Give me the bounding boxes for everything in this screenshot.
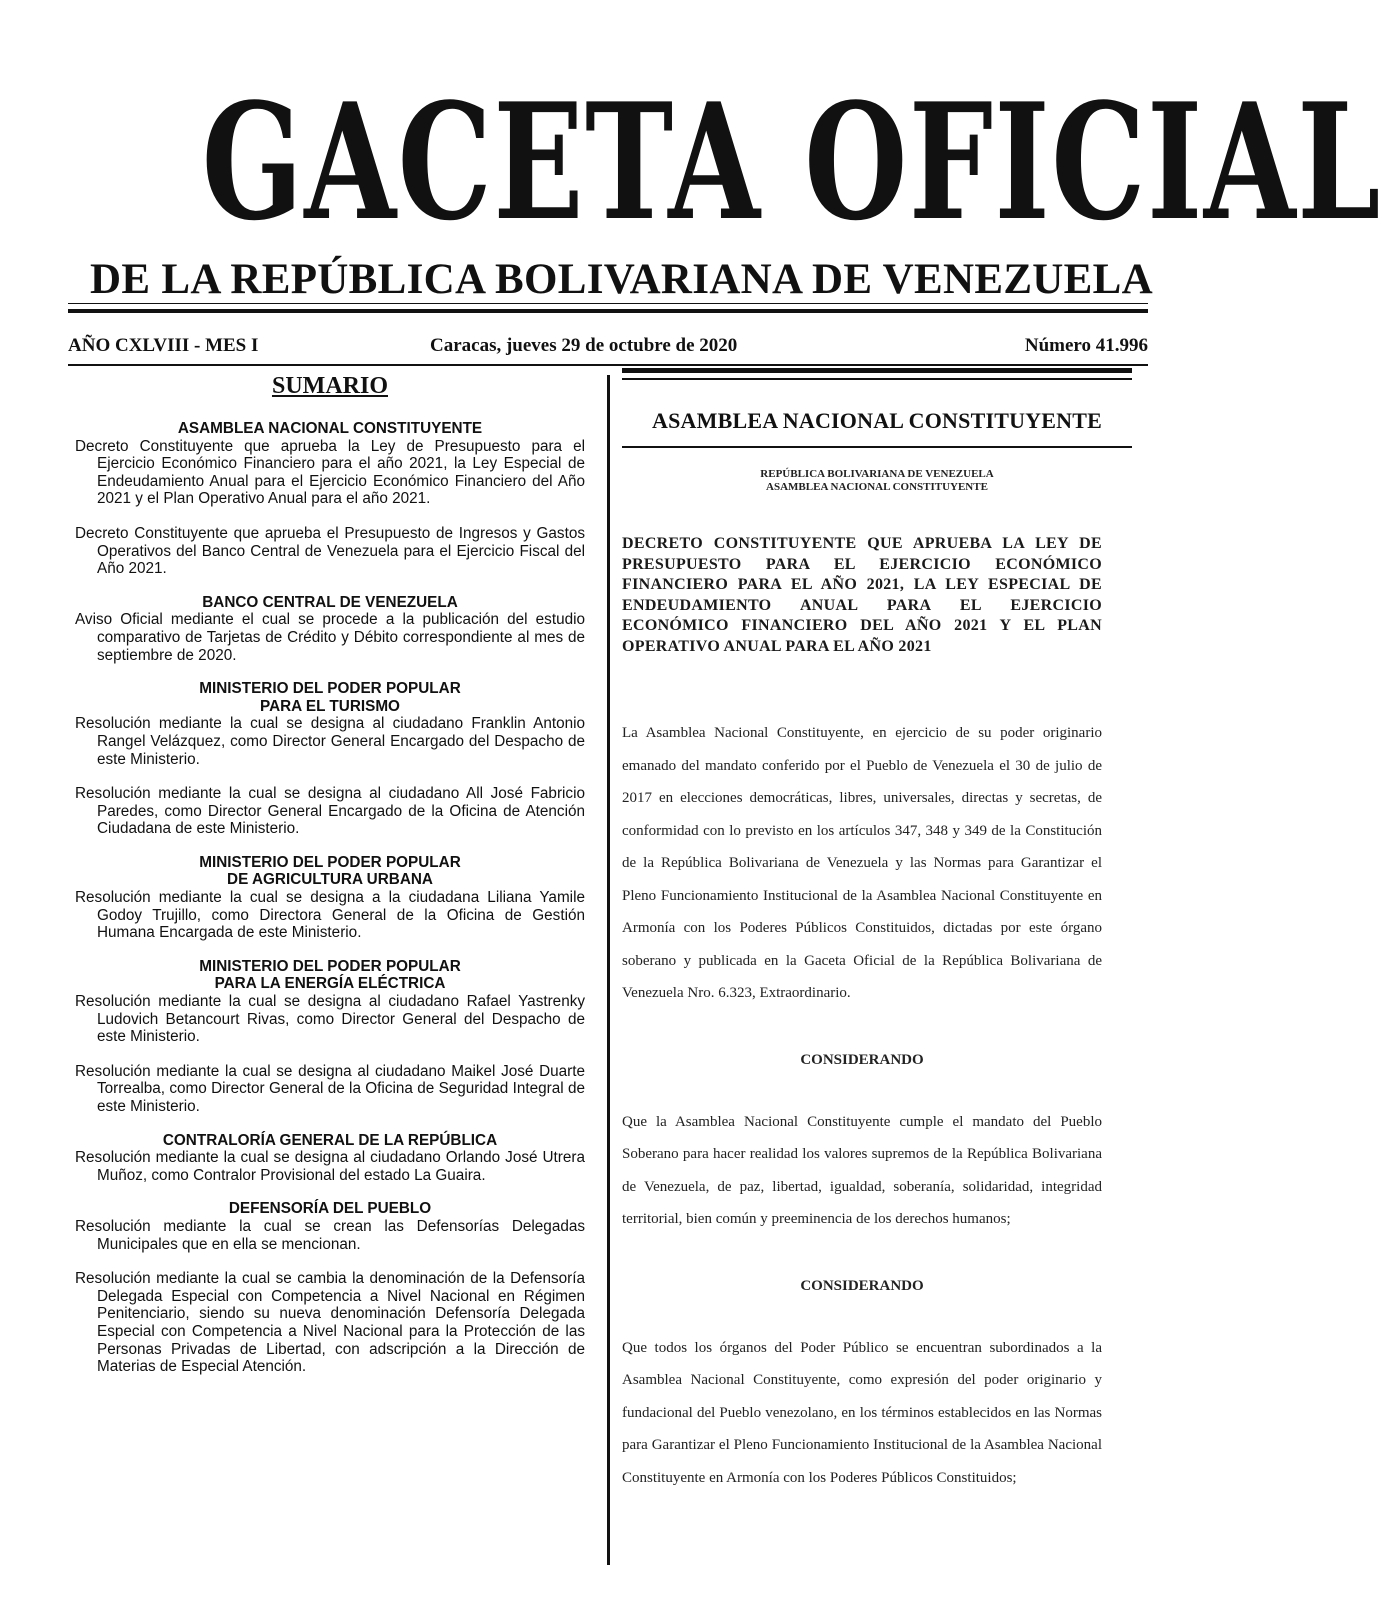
- section-title: MINISTERIO DEL PODER POPULAR: [199, 853, 461, 871]
- sumario-entry: Decreto Constituyente que aprueba el Presupuesto de Ingresos y Gastos Operativos del Banco Central de Venezuela para el Ejercicio Fiscal del Año 2021.: [75, 524, 585, 578]
- sumario-title: SUMARIO: [271, 373, 388, 399]
- sumario-section: [75, 594, 585, 664]
- year-month: AÑO CXLVIII - MES I: [68, 335, 259, 356]
- dateline-rule: [68, 364, 1148, 366]
- sumario-entry: Resolución mediante la cual se designa al ciudadano Franklin Antonio Rangel Velázquez, como Director General Encargado del Despacho de este Ministerio.: [75, 715, 585, 768]
- section-title: DEFENSORÍA DEL PUEBLO: [228, 1200, 432, 1218]
- decree-intro: La Asamblea Nacional Constituyente, en ejercicio de su poder originario emanado del mandato conferido por el Pueblo de Venezuela el 30 de julio de 2017 en elecciones democráticas, libres, universales, directas y secretas, de conformidad con lo previsto en los artículos 347, 348 y 349 de la Constitución de la República Bolivariana de Venezuela y las Normas para Garantizar el Pleno Funcionamiento Institucional de la Asamblea Nacional Constituyente en Armonía con los Poderes Públicos Constituidos, dictadas por este órgano soberano y publicada en la Gaceta Oficial de la República Bolivariana de Venezuela Nro. 6.323, Extraordinario.: [622, 725, 1102, 1001]
- sumario-section: [75, 420, 585, 578]
- section-title: MINISTERIO DEL PODER POPULAR: [199, 957, 461, 975]
- masthead-rule-thin: [68, 303, 1148, 304]
- heading-bar-thick: [622, 368, 1132, 373]
- place-date: Caracas, jueves 29 de octubre de 2020: [430, 335, 738, 356]
- sumario-section: [75, 854, 585, 942]
- sumario-entry: Decreto Constituyente que aprueba la Ley de Presupuesto para el Ejercicio Económico Financiero para el año 2021, la Ley Especial de Endeudamiento Anual para el Ejercicio Económico Financiero del Año 2021 y el Plan Operativo Anual para el año 2021.: [75, 437, 585, 508]
- sumario-entry: Resolución mediante la cual se designa al ciudadano Maikel José Duarte Torrealba, como Director General de la Oficina de Seguridad Integral de este Ministerio.: [75, 1062, 585, 1115]
- sumario-entry: Resolución mediante la cual se designa al ciudadano All José Fabricio Paredes, como Director General Encargado de la Oficina de Atención Ciudadana de este Ministerio.: [75, 785, 585, 838]
- sumario-section: [75, 1132, 585, 1185]
- sumario-section: [75, 1200, 585, 1375]
- heading-bars: [622, 368, 1142, 390]
- considerando-heading: CONSIDERANDO: [800, 1277, 924, 1294]
- dateline: [68, 331, 1148, 361]
- sumario-entry: Resolución mediante la cual se crean las Defensorías Delegadas Municipales que en ella se mencionan.: [75, 1217, 585, 1253]
- section-title-line2: PARA EL TURISMO: [260, 697, 400, 715]
- section-title: ASAMBLEA NACIONAL CONSTITUYENTE: [177, 420, 483, 437]
- section-title: CONTRALORÍA GENERAL DE LA REPÚBLICA: [162, 1131, 498, 1149]
- decree-title: DECRETO CONSTITUYENTE QUE APRUEBA LA LEY DE PRESUPUESTO PARA EL EJERCICIO ECONÓMICO FINANCIERO PARA EL AÑO 2021, LA LEY ESPECIAL DE ENDEUDAMIENTO ANUAL PARA EL EJERCICIO ECONÓMICO FINANCIERO DEL AÑO 2021 Y EL PLAN OPERATIVO ANUAL PARA EL AÑO 2021: [622, 535, 1102, 655]
- sumario-entry: Resolución mediante la cual se designa al ciudadano Orlando José Utrera Muñoz, como Contralor Provisional del estado La Guaira.: [75, 1149, 585, 1184]
- sumario-entry: Aviso Oficial mediante el cual se procede a la publicación del estudio comparativo de Tarjetas de Crédito y Débito correspondiente al mes de septiembre de 2020.: [75, 611, 585, 664]
- sumario-section: [75, 680, 585, 838]
- decree-column: [622, 368, 1142, 1494]
- section-title: BANCO CENTRAL DE VENEZUELA: [202, 593, 458, 611]
- issue-number: Número 41.996: [1024, 335, 1148, 356]
- letterhead-line-2: ASAMBLEA NACIONAL CONSTITUYENTE: [766, 481, 988, 493]
- section-title: MINISTERIO DEL PODER POPULAR: [199, 680, 461, 698]
- considerando-text: Que todos los órganos del Poder Público se encuentran subordinados a la Asamblea Nacional Constituyente, como expresión del poder originario y fundacional del Pueblo venezolano, en los términos establecidos en las Normas para Garantizar el Pleno Funcionamiento Institucional de la Asamblea Nacional Constituyente en Armonía con los Poderes Públicos Constituidos;: [622, 1339, 1102, 1486]
- letterhead-line-1: REPÚBLICA BOLIVARIANA DE VENEZUELA: [760, 468, 994, 480]
- masthead-title: GACETA OFICIAL: [201, 68, 1382, 256]
- sumario-entry: Resolución mediante la cual se designa al ciudadano Rafael Yastrenky Ludovich Betancourt Rivas, como Director General del Despacho de este Ministerio.: [75, 993, 585, 1046]
- considerando-text: Que la Asamblea Nacional Constituyente cumple el mandato del Pueblo Soberano para hacer realidad los valores supremos de la República Bolivariana de Venezuela, de paz, libertad, igualdad, soberanía, solidaridad, integridad territorial, bien común y preeminencia de los derechos humanos;: [622, 1113, 1102, 1227]
- masthead-rule-thick: [68, 309, 1148, 313]
- sumario-column: [75, 372, 585, 1392]
- considerando-heading: CONSIDERANDO: [800, 1051, 924, 1068]
- masthead-subtitle: DE LA REPÚBLICA BOLIVARIANA DE VENEZUELA: [90, 256, 1153, 303]
- sumario-entry: Resolución mediante la cual se designa a la ciudadana Liliana Yamile Godoy Trujillo, como Directora General de la Oficina de Gestión Humana Encargada de este Ministerio.: [75, 889, 585, 942]
- letterhead: [622, 468, 1132, 494]
- heading-bar-thin: [622, 378, 1132, 380]
- sumario-section: [75, 958, 585, 1116]
- section-title-line2: DE AGRICULTURA URBANA: [227, 871, 433, 889]
- heading-underline: [622, 446, 1132, 448]
- institution-heading: ASAMBLEA NACIONAL CONSTITUYENTE: [652, 408, 1102, 433]
- sumario-entry: Resolución mediante la cual se cambia la denominación de la Defensoría Delegada Especial con Competencia a Nivel Nacional en Régimen Penitenciario, siendo su nueva denominación Defensoría Delegada Especial con Competencia a Nivel Nacional para la Protección de las Personas Privadas de Libertad, con adscripción a la Dirección de Materias de Especial Atención.: [75, 1270, 585, 1376]
- column-divider: [607, 375, 610, 1565]
- section-title-line2: PARA LA ENERGÍA ELÉCTRICA: [214, 975, 446, 993]
